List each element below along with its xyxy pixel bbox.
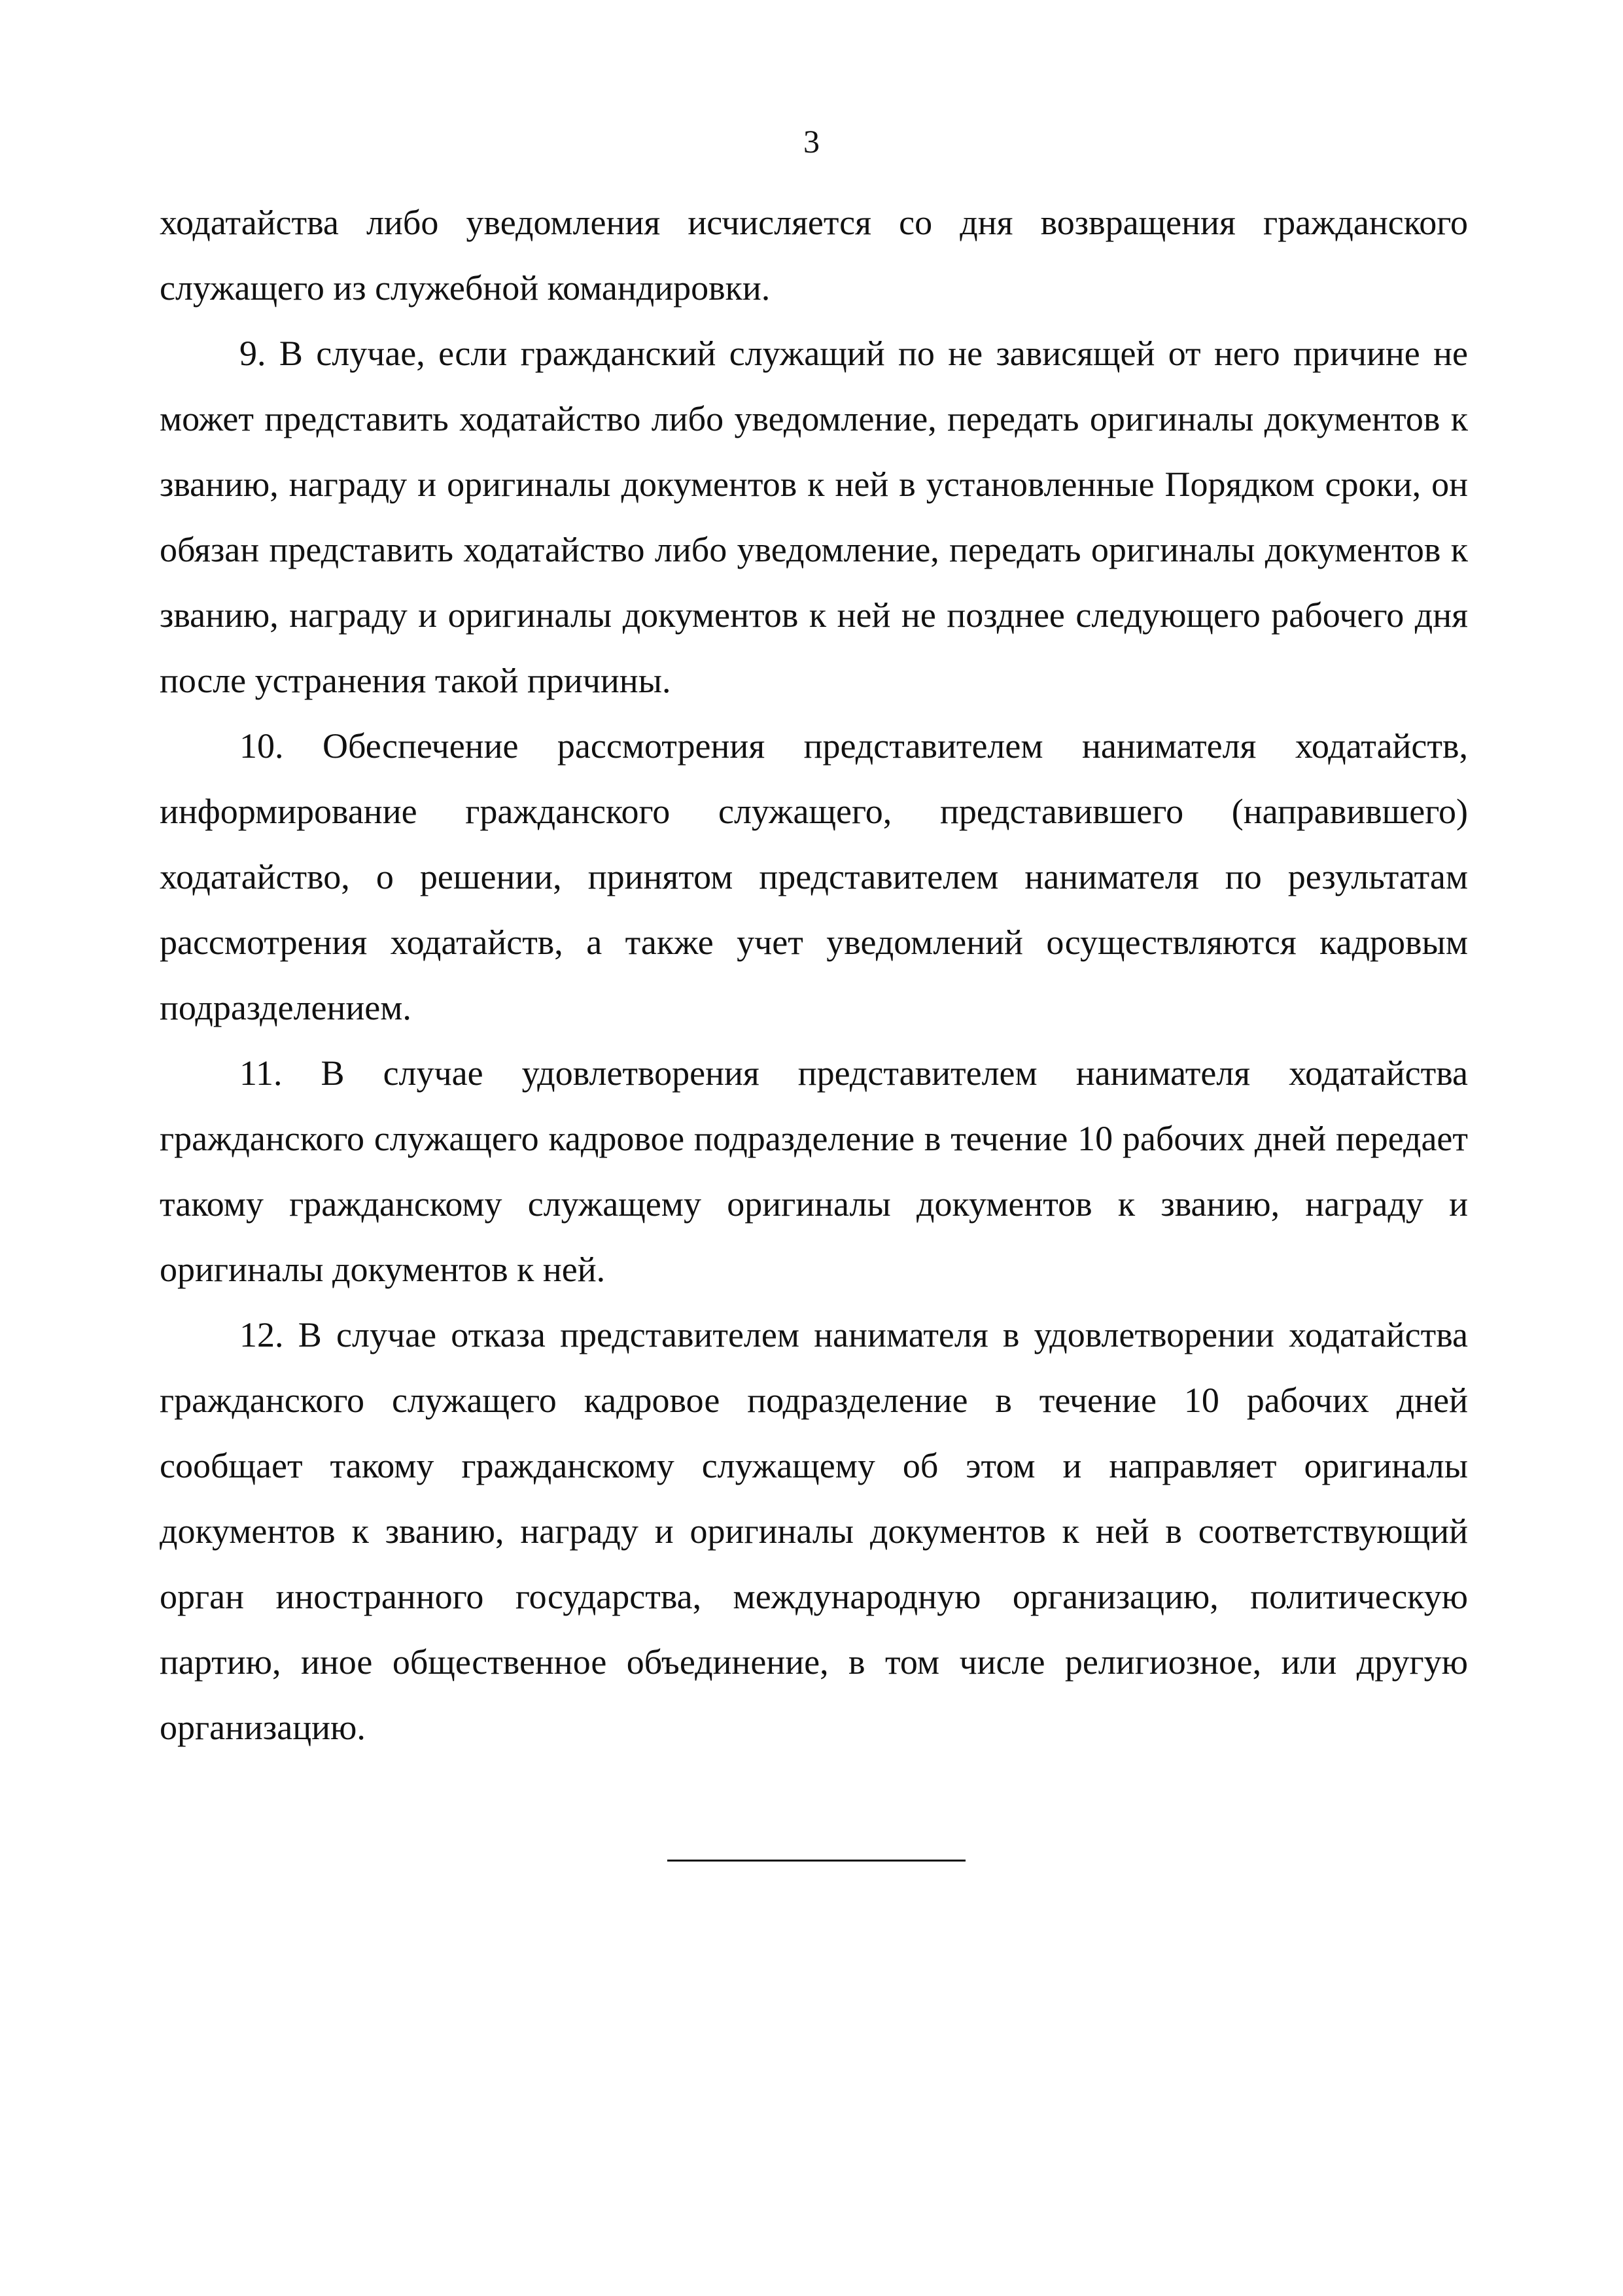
paragraph-9: 9. В случае, если гражданский служащий по не зависящей от него причине не может представить ходатайство либо уведомление, передать оригиналы документов к званию, награду и оригиналы документов к ней в установленные Порядком сроки, он обязан представить ходатайство либо уведомление, передать оригиналы документов к званию, награду и оригиналы документов к ней не позднее следующего рабочего дня после устранения такой причины. <box>160 334 1468 700</box>
paragraph-12: 12. В случае отказа представителем нанимателя в удовлетворении ходатайства гражданского служащего кадровое подразделение в течение 10 рабочих дней сообщает такому гражданскому служащему об этом и направляет оригиналы документов к званию, награду и оригиналы документов к ней в соответствующий орган иностранного государства, международную организацию, политическую партию, иное общественное объединение, в том числе религиозное, или другую организацию. <box>160 1315 1468 1747</box>
end-of-document-rule <box>667 1860 966 1862</box>
page-number: 3 <box>803 123 820 160</box>
document-body <box>160 190 1468 1760</box>
paragraph-11: 11. В случае удовлетворения представителем нанимателя ходатайства гражданского служащего кадровое подразделение в течение 10 рабочих дней передает такому гражданскому служащему оригиналы документов к званию, награду и оригиналы документов к ней. <box>160 1053 1468 1289</box>
paragraph-continuation: ходатайства либо уведомления исчисляется со дня возвращения гражданского служащего из служебной командировки. <box>160 203 1468 308</box>
paragraph-10: 10. Обеспечение рассмотрения представителем нанимателя ходатайств, информирование гражданского служащего, представившего (направившего) ходатайство, о решении, принятом представителем нанимателя по результатам рассмотрения ходатайств, а также учет уведомлений осуществляются кадровым подразделением. <box>160 726 1468 1027</box>
